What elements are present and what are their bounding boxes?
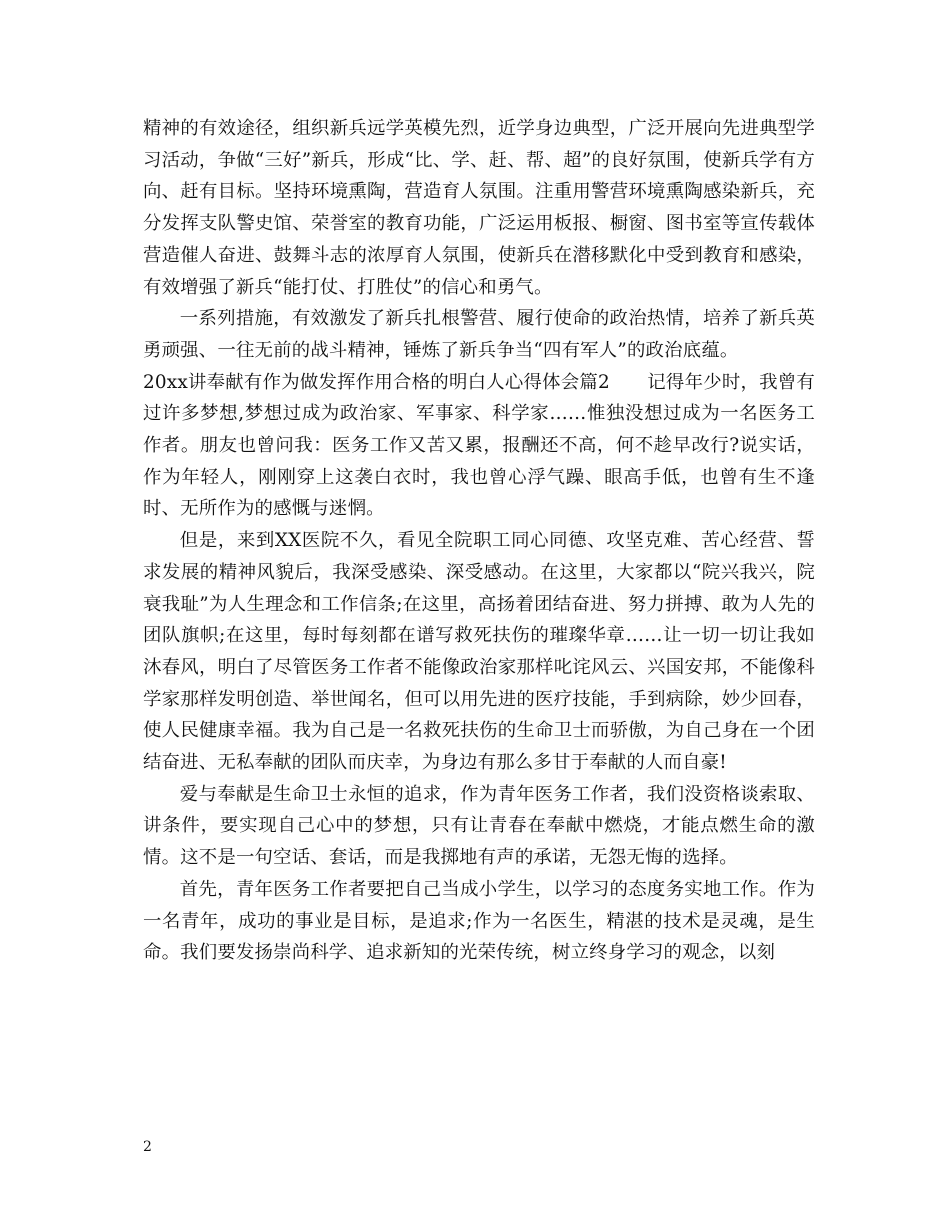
paragraph-3: 20xx讲奉献有作为做发挥作用合格的明白人心得体会篇2 记得年少时，我曾有过许多梦想,梦想过成为政治家、军事家、科学家……惟独没想过成为一名医务工作者。朋友也曾问我：医务工作又苦又累，报酬还不高，何不趁早改行?说实话，作为年轻人，刚刚穿上这袭白衣时，我也曾心浮气躁、眼高手低，也曾有生不逢时、无所作为的感慨与迷惘。 [143,371,815,520]
paragraph-1: 精神的有效途径，组织新兵远学英模先烈，近学身边典型，广泛开展向先进典型学习活动，争做“三好”新兵，形成“比、学、赶、帮、超”的良好氛围，使新兵学有方向、赶有目标。坚持环境熏陶，营造育人氛围。注重用警营环境熏陶感染新兵，充分发挥支队警史馆、荣誉室的教育功能，广泛运用板报、橱窗、图书室等宣传载体营造催人奋进、鼓舞斗志的浓厚育人氛围，使新兵在潜移默化中受到教育和感染，有效增强了新兵“能打仗、打胜仗”的信心和勇气。 [143,118,815,298]
paragraph-6: 首先，青年医务工作者要把自己当成小学生，以学习的态度务实地工作。作为一名青年，成功的事业是目标，是追求;作为一名医生，精湛的技术是灵魂，是生命。我们要发扬崇尚科学、追求新知的光荣传统，树立终身学习的观念，以刻 [143,878,815,964]
body-text [143,113,815,969]
paragraph-4: 但是，来到XX医院不久，看见全院职工同心同德、攻坚克难、苦心经营、誓求发展的精神风貌后，我深受感染、深受感动。在这里，大家都以“院兴我兴，院衰我耻”为人生理念和工作信条;在这里，高扬着团结奋进、努力拼搏、敢为人先的团队旗帜;在这里，每时每刻都在谱写救死扶伤的璀璨华章……让一切一切让我如沐春风，明白了尽管医务工作者不能像政治家那样叱诧风云、兴国安邦，不能像科学家那样发明创造、举世闻名，但可以用先进的医疗技能，手到病除，妙少回春，使人民健康幸福。我为自己是一名救死扶伤的生命卫士而骄傲，为自己身在一个团结奋进、无私奉献的团队而庆幸，为身边有那么多甘于奉献的人而自豪! [143,530,815,774]
paragraph-2: 一系列措施，有效激发了新兵扎根警营、履行使命的政治热情，培养了新兵英勇顽强、一往无前的战斗精神，锤炼了新兵争当“四有军人”的政治底蕴。 [143,308,815,361]
page-number: 2 [143,1139,152,1155]
paragraph-5: 爱与奉献是生命卫士永恒的追求，作为青年医务工作者，我们没资格谈索取、讲条件，要实现自己心中的梦想，只有让青春在奉献中燃烧，才能点燃生命的激情。这不是一句空话、套话，而是我掷地有声的承诺，无怨无悔的选择。 [143,783,815,869]
